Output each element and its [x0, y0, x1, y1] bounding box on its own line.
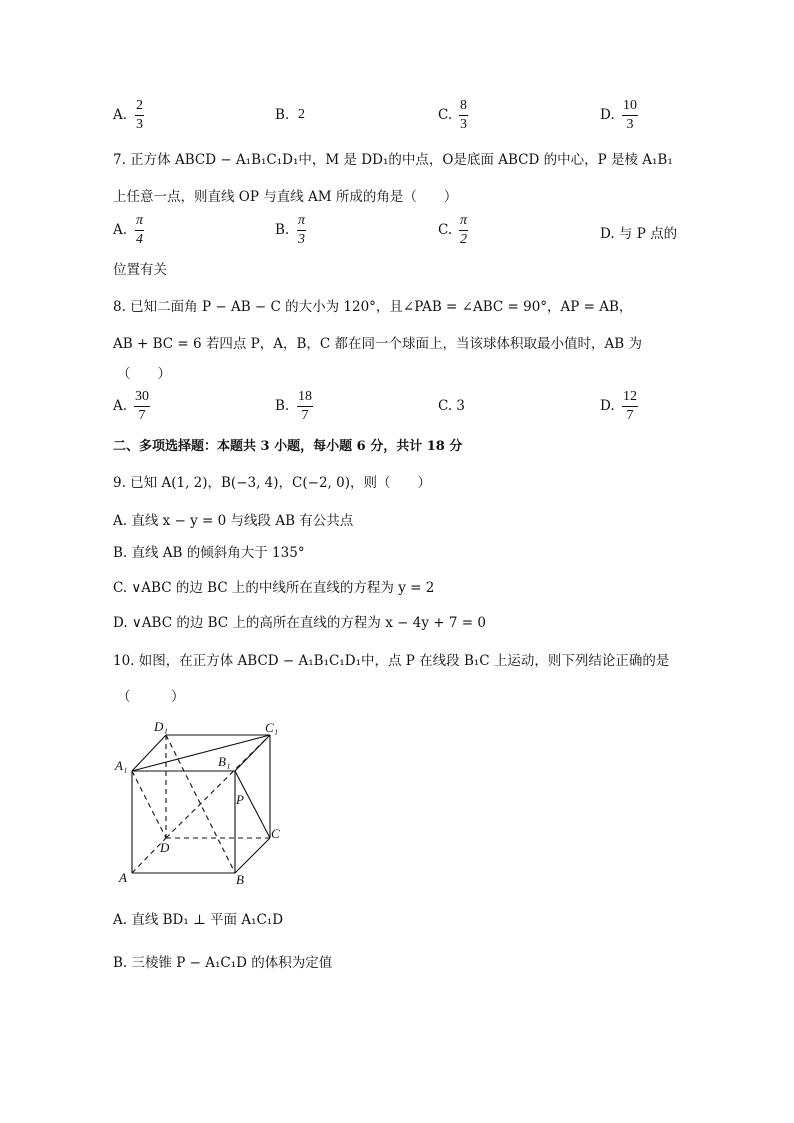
q6-option-a-label: A. — [113, 107, 128, 123]
numerator: 18 — [298, 389, 312, 404]
q9-option-c: C. ∨ABC 的边 BC 上的中线所在直线的方程为 y = 2 — [113, 580, 435, 596]
edge-a1-d1 — [132, 735, 166, 771]
q8-option-d-label: D. — [600, 398, 615, 414]
q7-option-d-continuation: 位置有关 — [113, 262, 167, 278]
denominator: 3 — [298, 232, 305, 247]
q9-option-a: A. 直线 x − y = 0 与线段 AB 有公共点 — [113, 513, 354, 529]
q9-option-d: D. ∨ABC 的边 BC 上的高所在直线的方程为 x − 4y + 7 = 0 — [113, 615, 486, 631]
q6-option-d-label: D. — [600, 107, 615, 123]
q6-option-a-fraction — [135, 98, 144, 133]
q7-option-c-label: C. — [438, 222, 453, 238]
q10-stem-paren: （ ） — [117, 689, 185, 705]
diag-a1-c1 — [132, 735, 270, 771]
q7-option-a-fraction — [135, 213, 144, 248]
q8-option-b-fraction — [297, 389, 313, 424]
denominator: 7 — [138, 408, 146, 423]
q9-stem: 9. 已知 A(1, 2)，B(−3, 4)，C(−2, 0)，则（ ） — [113, 475, 431, 491]
denominator: 3 — [626, 117, 634, 132]
q7-option-b-label: B. — [275, 222, 290, 238]
q7-stem-line2: 上任意一点，则直线 OP 与直线 AM 所成的角是（ ） — [113, 189, 458, 205]
vertex-label-c1: C₁ — [265, 720, 279, 735]
q8-option-c-text: C. 3 — [438, 398, 466, 414]
cube-diagram — [105, 712, 295, 892]
q8-option-a-label: A. — [113, 398, 128, 414]
q7-option-a-label: A. — [113, 222, 128, 238]
vertex-label-b: B — [236, 872, 244, 887]
denominator: 7 — [626, 408, 634, 423]
numerator: 12 — [623, 389, 637, 404]
q8-option-a-fraction — [134, 389, 150, 424]
q6-option-c-label: C. — [438, 107, 453, 123]
denominator: 4 — [136, 232, 143, 247]
section-heading: 二、多项选择题：本题共 3 小题，每小题 6 分，共计 18 分 — [113, 439, 463, 454]
vertex-label-c: C — [271, 826, 280, 841]
denominator: 3 — [460, 117, 467, 132]
q8-stem-paren: （ ） — [117, 366, 171, 382]
q7-option-d-text: D. 与 P 点的 — [600, 226, 678, 242]
numerator: 8 — [460, 98, 467, 113]
numerator: π — [298, 213, 306, 228]
numerator: π — [136, 213, 144, 228]
numerator: 10 — [623, 98, 637, 113]
denominator: 2 — [460, 232, 467, 247]
denominator: 7 — [301, 408, 309, 423]
numerator: 30 — [135, 389, 149, 404]
q8-option-b-label: B. — [275, 398, 290, 414]
numerator: π — [460, 213, 468, 228]
q6-option-d-fraction — [622, 98, 638, 133]
q9-option-b: B. 直线 AB 的倾斜角大于 135° — [113, 545, 305, 561]
vertex-label-a1: A₁ — [115, 758, 128, 773]
vertex-label-a: A — [119, 870, 127, 885]
q10-stem: 10. 如图，在正方体 ABCD − A₁B₁C₁D₁中，点 P 在线段 B₁C 上运动，则下列结论正确的是 — [113, 653, 670, 669]
numerator: 2 — [136, 98, 143, 113]
q6-option-b-label: B. — [275, 107, 290, 123]
vertex-label-b1: B₁ — [218, 754, 231, 769]
q7-stem-line1: 7. 正方体 ABCD − A₁B₁C₁D₁中，M 是 DD₁的中点，O是底面 ABCD 的中心，P 是棱 A₁B₁ — [113, 152, 673, 168]
edge-b-c — [235, 838, 270, 873]
q7-option-c-fraction — [459, 213, 468, 248]
vertex-label-p: P — [236, 792, 244, 807]
q6-option-b-value: 2 — [298, 107, 305, 122]
q8-option-d-fraction — [622, 389, 638, 424]
q8-stem-line1: 8. 已知二面角 P − AB − C 的大小为 120°，且∠PAB = ∠ABC = 90°，AP = AB， — [113, 299, 633, 315]
vertex-label-d1: D₁ — [154, 719, 168, 734]
q7-option-b-fraction — [297, 213, 306, 248]
q10-option-b: B. 三棱锥 P − A₁C₁D 的体积为定值 — [113, 955, 333, 971]
q6-option-c-fraction — [459, 98, 468, 133]
denominator: 3 — [136, 117, 143, 132]
diag-a1-d-hidden — [132, 771, 166, 838]
q8-stem-line2: AB + BC = 6 若四点 P，A，B，C 都在同一个球面上，当该球体积取最小值时，AB 为 — [113, 336, 642, 352]
q10-option-a: A. 直线 BD₁ ⊥ 平面 A₁C₁D — [113, 912, 284, 928]
vertex-label-d: D — [160, 840, 170, 855]
